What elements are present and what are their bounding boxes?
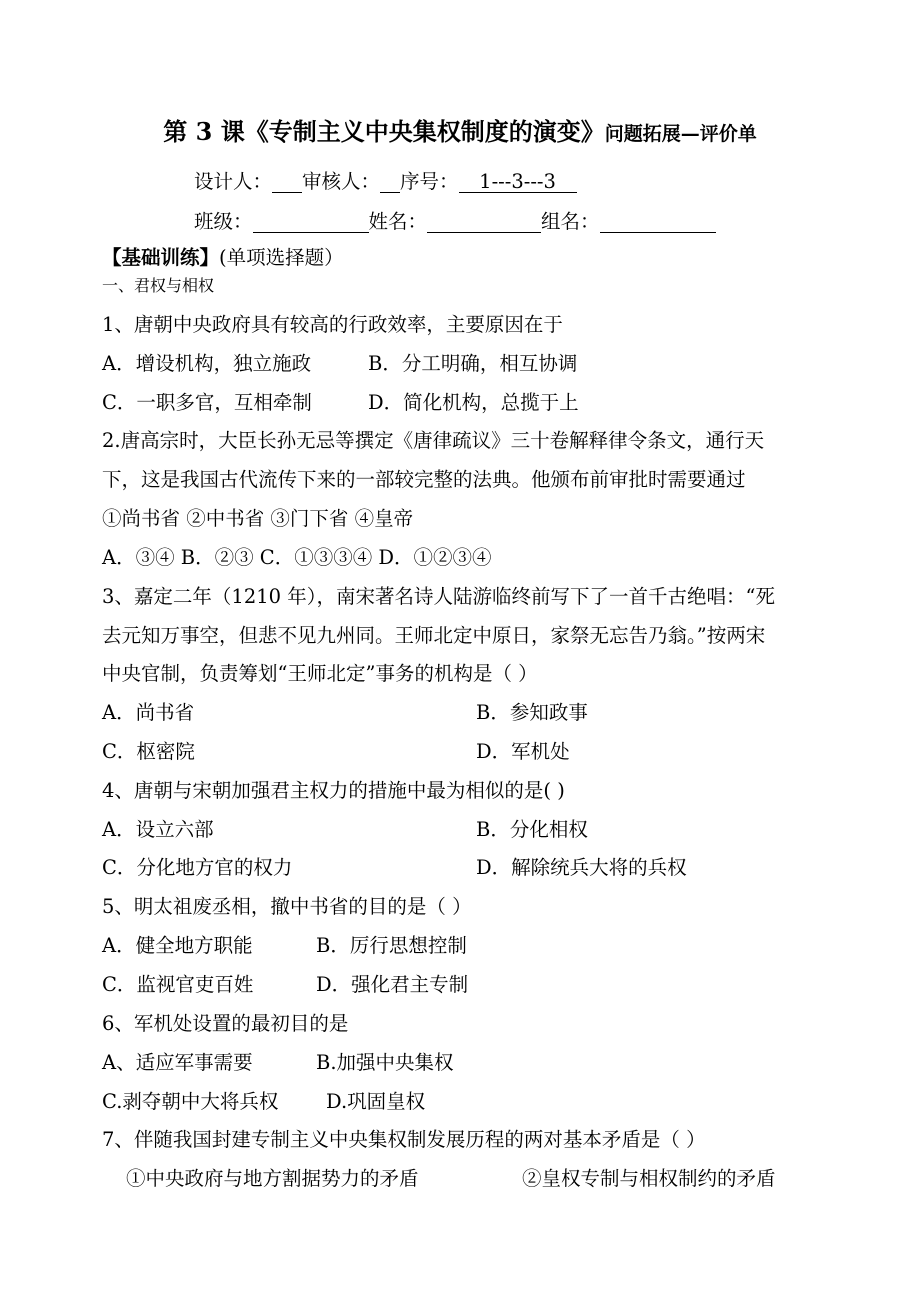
title-main: 第 3 课《专制主义中央集权制度的演变》 bbox=[163, 117, 605, 146]
reviewer-label: 审核人： bbox=[302, 170, 381, 193]
title-suffix: 问题拓展—评价单 bbox=[604, 123, 757, 145]
question-7-items-row bbox=[126, 1167, 776, 1190]
serial-value: 1---3---3 bbox=[459, 172, 577, 193]
question-4-option-c[interactable]: C．分化地方官的权力 bbox=[102, 856, 293, 879]
question-7-item-1: ①中央政府与地方割据势力的矛盾 bbox=[126, 1167, 419, 1190]
question-2-options[interactable]: A．③④ B．②③ C．①③③④ D．①②③④ bbox=[102, 546, 492, 569]
question-3-option-d[interactable]: D．军机处 bbox=[476, 740, 570, 763]
question-3-stem-line-2: 去元知万事空，但悲不见九州同。王师北定中原日，家祭无忘告乃翁。”按两宋 bbox=[102, 624, 766, 647]
question-1-stem: 1、唐朝中央政府具有较高的行政效率，主要原因在于 bbox=[102, 313, 563, 336]
group-blank[interactable] bbox=[600, 212, 716, 233]
meta-row-1 bbox=[194, 172, 577, 193]
question-4-options-row-1 bbox=[102, 818, 588, 841]
question-5-options-row-1 bbox=[102, 934, 467, 957]
question-1-option-c[interactable]: C．一职多官，互相牵制 bbox=[102, 391, 312, 414]
question-4-option-a[interactable]: A．设立六部 bbox=[102, 818, 214, 841]
question-5-option-c[interactable]: C．监视官吏百姓 bbox=[102, 973, 254, 996]
question-5-option-d[interactable]: D．强化君主专制 bbox=[316, 973, 469, 996]
question-6-option-a[interactable]: A、适应军事需要 bbox=[102, 1051, 253, 1074]
question-1-options-row-2 bbox=[102, 391, 579, 414]
section-subheading: 一、君权与相权 bbox=[102, 276, 215, 295]
question-4-stem: 4、唐朝与宋朝加强君主权力的措施中最为相似的是( ) bbox=[102, 779, 565, 802]
question-1-options-row-1 bbox=[102, 352, 578, 375]
reviewer-blank[interactable] bbox=[380, 172, 400, 193]
class-label: 班级： bbox=[194, 210, 253, 233]
question-2-stem-line-1: 2.唐高宗时，大臣长孙无忌等撰定《唐律疏议》三十卷解释律令条文，通行天 bbox=[102, 429, 765, 452]
question-5-options-row-2 bbox=[102, 973, 469, 996]
question-3-stem-line-3: 中央官制，负责筹划“王师北定”事务的机构是（ ） bbox=[102, 662, 538, 685]
question-5-option-b[interactable]: B．厉行思想控制 bbox=[316, 934, 467, 957]
class-blank[interactable] bbox=[253, 212, 369, 233]
question-6-options-row-2 bbox=[102, 1090, 426, 1113]
group-label: 组名： bbox=[541, 210, 600, 233]
question-3-stem-line-1: 3、嘉定二年（1210 年），南宋著名诗人陆游临终前写下了一首千古绝唱：“死 bbox=[102, 585, 775, 608]
question-2-items: ①尚书省 ②中书省 ③门下省 ④皇帝 bbox=[102, 507, 414, 530]
meta-row-2 bbox=[194, 212, 716, 233]
question-4-options-row-2 bbox=[102, 856, 687, 879]
section-heading-bracket: 【基础训练】 bbox=[102, 246, 220, 269]
designer-blank[interactable] bbox=[272, 172, 302, 193]
question-3-option-c[interactable]: C．枢密院 bbox=[102, 740, 195, 763]
question-5-option-a[interactable]: A．健全地方职能 bbox=[102, 934, 253, 957]
question-6-stem: 6、军机处设置的最初目的是 bbox=[102, 1012, 349, 1035]
question-6-options-row-1 bbox=[102, 1051, 454, 1074]
question-1-option-a[interactable]: A．增设机构，独立施政 bbox=[102, 352, 312, 375]
question-7-item-2: ②皇权专制与相权制约的矛盾 bbox=[522, 1167, 776, 1190]
section-heading-note: (单项选择题） bbox=[219, 246, 344, 269]
question-6-option-c[interactable]: C.剥夺朝中大将兵权 bbox=[102, 1090, 279, 1113]
question-6-option-d[interactable]: D.巩固皇权 bbox=[326, 1090, 426, 1113]
question-3-option-b[interactable]: B．参知政事 bbox=[476, 701, 588, 724]
question-1-option-d[interactable]: D．简化机构，总揽于上 bbox=[368, 391, 579, 414]
serial-label: 序号： bbox=[400, 170, 459, 193]
question-2-stem-line-2: 下，这是我国古代流传下来的一部较完整的法典。他颁布前审批时需要通过 bbox=[102, 468, 746, 491]
question-5-stem: 5、明太祖废丞相，撤中书省的目的是（ ） bbox=[102, 895, 472, 918]
question-3-option-a[interactable]: A．尚书省 bbox=[102, 701, 195, 724]
question-6-option-b[interactable]: B.加强中央集权 bbox=[316, 1051, 454, 1074]
designer-label: 设计人： bbox=[194, 170, 273, 193]
name-label: 姓名： bbox=[368, 210, 428, 233]
question-3-options-row-1 bbox=[102, 701, 588, 724]
name-blank[interactable] bbox=[427, 212, 541, 233]
question-3-options-row-2 bbox=[102, 740, 570, 763]
section-heading bbox=[102, 248, 344, 268]
question-4-option-b[interactable]: B．分化相权 bbox=[476, 818, 588, 841]
question-4-option-d[interactable]: D．解除统兵大将的兵权 bbox=[476, 856, 687, 879]
question-7-stem: 7、伴随我国封建专制主义中央集权制发展历程的两对基本矛盾是（ ） bbox=[102, 1128, 706, 1151]
page-title bbox=[0, 112, 920, 147]
question-1-option-b[interactable]: B．分工明确，相互协调 bbox=[368, 352, 578, 375]
